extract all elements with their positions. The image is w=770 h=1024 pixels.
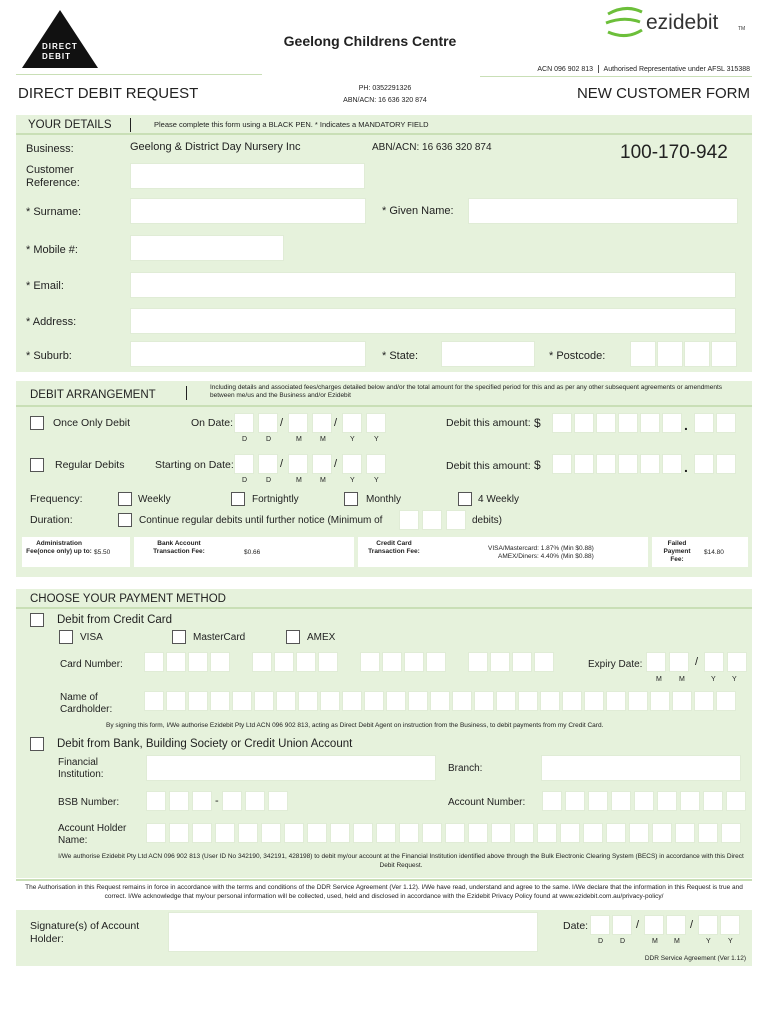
postcode-digit[interactable] xyxy=(711,341,737,367)
holder-char[interactable] xyxy=(192,823,212,843)
customer-id: 100-170-942 xyxy=(620,142,728,163)
sign-date-letter: M xyxy=(652,938,658,945)
once-amount-digit[interactable] xyxy=(596,413,616,433)
card-digit[interactable] xyxy=(534,652,554,672)
given-name-label: * Given Name: xyxy=(382,205,454,217)
monthly-label: Monthly xyxy=(366,494,402,505)
starting-on-label: Starting on Date: xyxy=(155,459,234,471)
min-debits-digit[interactable] xyxy=(446,510,466,530)
once-decimal: . xyxy=(684,417,688,433)
heading-divider xyxy=(186,386,187,400)
org-name: Geelong Childrens Centre xyxy=(283,33,457,49)
customer-ref-label: Customer Reference: xyxy=(26,164,80,189)
holder-char[interactable] xyxy=(146,823,166,843)
sign-date-letter: Y xyxy=(728,938,733,945)
card-digit[interactable] xyxy=(512,652,532,672)
credit-card-authorisation: By signing this form, I/We authorise Ezidebit Pty Ltd ACN 096 902 813, acting as Direct Debit Agent on instruction from the Business, to debit payments from my Credit Card. xyxy=(106,722,604,729)
expiry-label: Expiry Date: xyxy=(588,659,643,670)
email-label: * Email: xyxy=(26,280,64,292)
business-value: Geelong & District Day Nursery Inc xyxy=(130,141,301,153)
holder-char[interactable] xyxy=(583,823,603,843)
bank-fee-box xyxy=(134,537,354,567)
logo-text-debit: DEBIT xyxy=(42,52,71,61)
once-amount-cents[interactable] xyxy=(716,413,736,433)
payment-method-header xyxy=(16,589,752,609)
card-digit[interactable] xyxy=(188,652,208,672)
date-letter: Y xyxy=(350,436,355,443)
regular-debits-label: Regular Debits xyxy=(55,459,125,471)
card-digit[interactable] xyxy=(360,652,380,672)
weekly-checkbox[interactable] xyxy=(118,492,132,506)
institution-field[interactable] xyxy=(146,755,436,781)
start-date-m1[interactable] xyxy=(288,454,308,474)
holder-char[interactable] xyxy=(330,823,350,843)
your-details-header xyxy=(16,115,752,135)
regular-amount-cents[interactable] xyxy=(716,454,736,474)
cardholder-char[interactable] xyxy=(408,691,428,711)
bsb-dash: - xyxy=(215,795,219,807)
address-label: * Address: xyxy=(26,316,77,328)
sign-date-slash: / xyxy=(636,919,640,931)
card-digit[interactable] xyxy=(426,652,446,672)
form-title: DIRECT DEBIT REQUEST xyxy=(18,85,199,102)
bsb-digit[interactable] xyxy=(245,791,265,811)
sign-date-letter: D xyxy=(598,938,604,945)
start-date-d2[interactable] xyxy=(258,454,278,474)
credit-card-checkbox[interactable] xyxy=(30,613,44,627)
payment-method-heading: CHOOSE YOUR PAYMENT METHOD xyxy=(30,593,226,605)
sign-date-y1[interactable] xyxy=(698,915,718,935)
once-date-d1[interactable] xyxy=(234,413,254,433)
ezidebit-brand: ezidebit xyxy=(646,11,719,34)
sign-date-d1[interactable] xyxy=(590,915,610,935)
once-amount-digit[interactable] xyxy=(618,413,638,433)
once-only-checkbox[interactable] xyxy=(30,416,44,430)
start-date-y1[interactable] xyxy=(342,454,362,474)
institution-label: Financial Institution: xyxy=(58,757,104,780)
holder-char[interactable] xyxy=(629,823,649,843)
expiry-y1[interactable] xyxy=(704,652,724,672)
state-label: * State: xyxy=(382,350,419,362)
bsb-label: BSB Number: xyxy=(58,797,120,808)
once-only-label: Once Only Debit xyxy=(53,417,131,429)
signature-field[interactable] xyxy=(168,912,538,952)
bank-account-checkbox[interactable] xyxy=(30,737,44,751)
start-date-d1[interactable] xyxy=(234,454,254,474)
once-amount-cents[interactable] xyxy=(694,413,714,433)
fortnightly-checkbox[interactable] xyxy=(231,492,245,506)
cardholder-char[interactable] xyxy=(342,691,362,711)
cardholder-char[interactable] xyxy=(474,691,494,711)
once-date-m1[interactable] xyxy=(288,413,308,433)
mobile-field[interactable] xyxy=(130,235,284,261)
cardholder-char[interactable] xyxy=(650,691,670,711)
failed-fee-value: $14.80 xyxy=(704,549,724,556)
business-label: Business: xyxy=(26,143,74,155)
holder-char[interactable] xyxy=(238,823,258,843)
bank-fee-value: $0.66 xyxy=(244,549,261,556)
cardholder-char[interactable] xyxy=(430,691,450,711)
card-digit[interactable] xyxy=(210,652,230,672)
form-type: NEW CUSTOMER FORM xyxy=(576,85,750,102)
header-rule-right xyxy=(480,76,752,77)
account-number-label: Account Number: xyxy=(448,797,526,808)
cardholder-char[interactable] xyxy=(188,691,208,711)
once-date-d2[interactable] xyxy=(258,413,278,433)
once-date-y2[interactable] xyxy=(366,413,386,433)
ezidebit-swoosh-icon xyxy=(604,6,644,40)
expiry-letter: M xyxy=(656,676,662,683)
holder-char[interactable] xyxy=(422,823,442,843)
cardholder-char[interactable] xyxy=(694,691,714,711)
mastercard-checkbox[interactable] xyxy=(172,630,186,644)
cardholder-char[interactable] xyxy=(672,691,692,711)
sign-date-d2[interactable] xyxy=(612,915,632,935)
mastercard-label: MasterCard xyxy=(193,632,246,643)
date-letter: D xyxy=(266,477,272,484)
account-digit[interactable] xyxy=(657,791,677,811)
once-amount-digit[interactable] xyxy=(662,413,682,433)
account-digit[interactable] xyxy=(726,791,746,811)
surname-field[interactable] xyxy=(130,198,366,224)
cardholder-char[interactable] xyxy=(584,691,604,711)
bank-fee-label: Bank Account Transaction Fee: xyxy=(153,540,205,555)
signature-label: Signature(s) of Account Holder: xyxy=(30,920,140,945)
expiry-m2[interactable] xyxy=(669,652,689,672)
ezidebit-tm: TM xyxy=(738,26,746,32)
payment-method-section xyxy=(16,589,752,878)
bank-authorisation: I/We authorise Ezidebit Pty Ltd ACN 096 902 813 (User ID No 342190, 342191, 428198) to debit my/our account at the Financial Institution identified above through the Bulk Electronic Clearing System (BECS) in accordance with this Direct Debit Request. xyxy=(58,853,744,869)
continue-debits-checkbox[interactable] xyxy=(118,513,132,527)
card-digit[interactable] xyxy=(382,652,402,672)
abn-header: ABN/ACN: 16 636 320 874 xyxy=(343,97,427,104)
logo-text-direct: DIRECT xyxy=(42,42,78,51)
cardholder-char[interactable] xyxy=(298,691,318,711)
bsb-digit[interactable] xyxy=(192,791,212,811)
holder-char[interactable] xyxy=(606,823,626,843)
cardholder-char[interactable] xyxy=(628,691,648,711)
surname-label: * Surname: xyxy=(26,206,82,218)
expiry-m1[interactable] xyxy=(646,652,666,672)
direct-debit-logo xyxy=(20,8,100,70)
holder-char[interactable] xyxy=(353,823,373,843)
card-number-label: Card Number: xyxy=(60,659,123,670)
mobile-label: * Mobile #: xyxy=(26,244,78,256)
regular-debits-checkbox[interactable] xyxy=(30,458,44,472)
once-date-slash: / xyxy=(280,417,284,429)
afsl-text: Authorised Representative under AFSL 315388 xyxy=(603,65,750,73)
once-date-m2[interactable] xyxy=(312,413,332,433)
ddr-version: DDR Service Agreement (Ver 1.12) xyxy=(644,955,746,962)
holder-char[interactable] xyxy=(399,823,419,843)
once-amount-digit[interactable] xyxy=(574,413,594,433)
start-date-slash: / xyxy=(280,458,284,470)
given-name-field[interactable] xyxy=(468,198,738,224)
postcode-digit[interactable] xyxy=(630,341,656,367)
cardholder-label: Name of Cardholder: xyxy=(60,692,113,715)
afsl-line xyxy=(480,65,750,73)
holder-char[interactable] xyxy=(169,823,189,843)
bsb-digit[interactable] xyxy=(222,791,242,811)
debit-arrangement-section xyxy=(16,381,752,577)
business-abn: ABN/ACN: 16 636 320 874 xyxy=(372,142,492,153)
duration-label: Duration: xyxy=(30,514,73,526)
amex-label: AMEX xyxy=(307,632,336,643)
instruction-text: Please complete this form using a BLACK PEN. * Indicates a MANDATORY FIELD xyxy=(154,120,429,129)
address-field[interactable] xyxy=(130,308,736,334)
once-date-y1[interactable] xyxy=(342,413,362,433)
frequency-label: Frequency: xyxy=(30,493,83,505)
holder-char[interactable] xyxy=(652,823,672,843)
date-letter: M xyxy=(296,436,302,443)
postcode-digit[interactable] xyxy=(657,341,683,367)
visa-checkbox[interactable] xyxy=(59,630,73,644)
failed-fee-box xyxy=(652,537,748,567)
heading-divider xyxy=(130,118,131,132)
once-dollar: $ xyxy=(534,416,541,430)
holder-char[interactable] xyxy=(675,823,695,843)
customer-ref-field[interactable] xyxy=(130,163,365,189)
bsb-digit[interactable] xyxy=(169,791,189,811)
date-letter: D xyxy=(242,436,248,443)
sign-date-letter: M xyxy=(674,938,680,945)
holder-char[interactable] xyxy=(261,823,281,843)
card-fee-box xyxy=(358,537,648,567)
branch-label: Branch: xyxy=(448,763,483,774)
cardholder-char[interactable] xyxy=(452,691,472,711)
card-digit[interactable] xyxy=(166,652,186,672)
holder-name-label: Account Holder Name: xyxy=(58,823,127,846)
date-letter: D xyxy=(266,436,272,443)
signature-section xyxy=(16,910,752,966)
min-debits-digit[interactable] xyxy=(399,510,419,530)
regular-amount-label: Debit this amount: xyxy=(446,460,531,472)
account-digit[interactable] xyxy=(588,791,608,811)
regular-amount-digit[interactable] xyxy=(574,454,594,474)
card-digit[interactable] xyxy=(404,652,424,672)
cardholder-char[interactable] xyxy=(606,691,626,711)
postcode-digit[interactable] xyxy=(684,341,710,367)
cardholder-char[interactable] xyxy=(540,691,560,711)
cardholder-char[interactable] xyxy=(144,691,164,711)
holder-char[interactable] xyxy=(468,823,488,843)
cardholder-char[interactable] xyxy=(166,691,186,711)
cardholder-char[interactable] xyxy=(210,691,230,711)
expiry-letter: M xyxy=(679,676,685,683)
date-label: Date: xyxy=(563,920,589,932)
bank-account-label: Debit from Bank, Building Society or Credit Union Account xyxy=(57,738,353,750)
card-fee-label: Credit Card Transaction Fee: xyxy=(368,540,420,555)
holder-char[interactable] xyxy=(560,823,580,843)
regular-amount-digit[interactable] xyxy=(662,454,682,474)
expiry-letter: Y xyxy=(711,676,716,683)
sign-date-y2[interactable] xyxy=(720,915,740,935)
card-digit[interactable] xyxy=(144,652,164,672)
debit-arrangement-heading: DEBIT ARRANGEMENT xyxy=(30,389,156,401)
email-field[interactable] xyxy=(130,272,736,298)
cardholder-char[interactable] xyxy=(232,691,252,711)
date-letter: Y xyxy=(374,477,379,484)
admin-fee-box xyxy=(22,537,130,567)
once-date-slash: / xyxy=(334,417,338,429)
weekly-label: Weekly xyxy=(138,494,171,505)
admin-fee-label: Administration Fee(once only) up to: xyxy=(26,540,92,555)
fortnightly-label: Fortnightly xyxy=(252,494,299,505)
ezidebit-logo xyxy=(604,6,754,42)
debits-text: debits) xyxy=(472,515,503,526)
your-details-section xyxy=(16,115,752,372)
header-rule-left xyxy=(16,74,262,75)
sign-date-m1[interactable] xyxy=(644,915,664,935)
expiry-letter: Y xyxy=(732,676,737,683)
authorisation-text: The Authorisation in this Request remains in force in accordance with the terms and conditions of the DDR Service Agreement (Ver 1.12). I/We have read, understand and agree to the same. I/We declare that the information in this Request is true and correct. I/We acknowledge that my/our personal information will be collected, used, held and disclosed in accordance with the Ezidebit Privacy Policy found at www.ezidebit.com.au/privacy-policy/ xyxy=(25,884,743,900)
on-date-label: On Date: xyxy=(191,417,234,429)
regular-decimal: . xyxy=(684,459,688,475)
regular-amount-digit[interactable] xyxy=(618,454,638,474)
card-digit[interactable] xyxy=(296,652,316,672)
date-letter: M xyxy=(320,436,326,443)
card-fee-value-1: VISA/Mastercard: 1.87% (Min $0.88) xyxy=(488,545,594,552)
credit-card-label: Debit from Credit Card xyxy=(57,614,173,626)
holder-char[interactable] xyxy=(514,823,534,843)
date-letter: M xyxy=(296,477,302,484)
expiry-slash: / xyxy=(695,656,699,668)
min-debits-digit[interactable] xyxy=(422,510,442,530)
cardholder-char[interactable] xyxy=(562,691,582,711)
debit-arrangement-note: Including details and associated fees/charges detailed below and/or the total amount for the specified period for this and as per any other subsequent agreements or amendments between me/us and the Business and/or Ezidebit xyxy=(210,384,723,399)
cardholder-char[interactable] xyxy=(716,691,736,711)
once-amount-digit[interactable] xyxy=(640,413,660,433)
monthly-checkbox[interactable] xyxy=(344,492,358,506)
account-digit[interactable] xyxy=(611,791,631,811)
state-field[interactable] xyxy=(441,341,535,367)
account-digit[interactable] xyxy=(703,791,723,811)
date-letter: M xyxy=(320,477,326,484)
sign-date-slash: / xyxy=(690,919,694,931)
bsb-digit[interactable] xyxy=(268,791,288,811)
cardholder-char[interactable] xyxy=(496,691,516,711)
start-date-y2[interactable] xyxy=(366,454,386,474)
phone: PH: 0352291326 xyxy=(358,85,412,92)
holder-char[interactable] xyxy=(537,823,557,843)
cardholder-char[interactable] xyxy=(364,691,384,711)
admin-fee-value: $5.50 xyxy=(94,549,111,556)
card-digit[interactable] xyxy=(318,652,338,672)
four-weekly-label: 4 Weekly xyxy=(478,494,519,505)
sign-date-letter: D xyxy=(620,938,626,945)
date-letter: Y xyxy=(350,477,355,484)
postcode-label: * Postcode: xyxy=(549,350,606,362)
regular-amount-cents[interactable] xyxy=(694,454,714,474)
card-digit[interactable] xyxy=(252,652,272,672)
regular-amount-digit[interactable] xyxy=(552,454,572,474)
holder-char[interactable] xyxy=(307,823,327,843)
card-digit[interactable] xyxy=(274,652,294,672)
date-letter: D xyxy=(242,477,248,484)
cardholder-char[interactable] xyxy=(518,691,538,711)
holder-char[interactable] xyxy=(698,823,718,843)
cardholder-char[interactable] xyxy=(254,691,274,711)
failed-fee-label: Failed Payment Fee: xyxy=(663,540,691,563)
regular-amount-digit[interactable] xyxy=(596,454,616,474)
sign-date-letter: Y xyxy=(706,938,711,945)
cardholder-char[interactable] xyxy=(276,691,296,711)
sign-date-m2[interactable] xyxy=(666,915,686,935)
card-fee-value-2: AMEX/Diners: 4.40% (Min $0.88) xyxy=(498,553,594,560)
visa-label: VISA xyxy=(80,632,103,643)
date-letter: Y xyxy=(374,436,379,443)
start-date-slash: / xyxy=(334,458,338,470)
account-digit[interactable] xyxy=(542,791,562,811)
holder-char[interactable] xyxy=(491,823,511,843)
account-digit[interactable] xyxy=(680,791,700,811)
start-date-m2[interactable] xyxy=(312,454,332,474)
regular-amount-digit[interactable] xyxy=(640,454,660,474)
holder-char[interactable] xyxy=(376,823,396,843)
bsb-digit[interactable] xyxy=(146,791,166,811)
holder-char[interactable] xyxy=(445,823,465,843)
cardholder-char[interactable] xyxy=(386,691,406,711)
branch-field[interactable] xyxy=(541,755,741,781)
holder-char[interactable] xyxy=(284,823,304,843)
expiry-y2[interactable] xyxy=(727,652,747,672)
acn-text: ACN 096 902 813 xyxy=(537,65,594,73)
account-digit[interactable] xyxy=(565,791,585,811)
debit-arrangement-header xyxy=(16,381,752,407)
holder-char[interactable] xyxy=(721,823,741,843)
holder-char[interactable] xyxy=(215,823,235,843)
duration-text: Continue regular debits until further notice (Minimum of xyxy=(139,515,383,526)
card-digit[interactable] xyxy=(468,652,488,672)
your-details-heading: YOUR DETAILS xyxy=(28,119,112,131)
account-digit[interactable] xyxy=(634,791,654,811)
cardholder-char[interactable] xyxy=(320,691,340,711)
four-weekly-checkbox[interactable] xyxy=(458,492,472,506)
amex-checkbox[interactable] xyxy=(286,630,300,644)
suburb-label: * Suburb: xyxy=(26,350,72,362)
suburb-field[interactable] xyxy=(130,341,366,367)
regular-dollar: $ xyxy=(534,458,541,472)
once-amount-label: Debit this amount: xyxy=(446,417,531,429)
card-digit[interactable] xyxy=(490,652,510,672)
once-amount-digit[interactable] xyxy=(552,413,572,433)
footer-rule xyxy=(16,879,752,881)
